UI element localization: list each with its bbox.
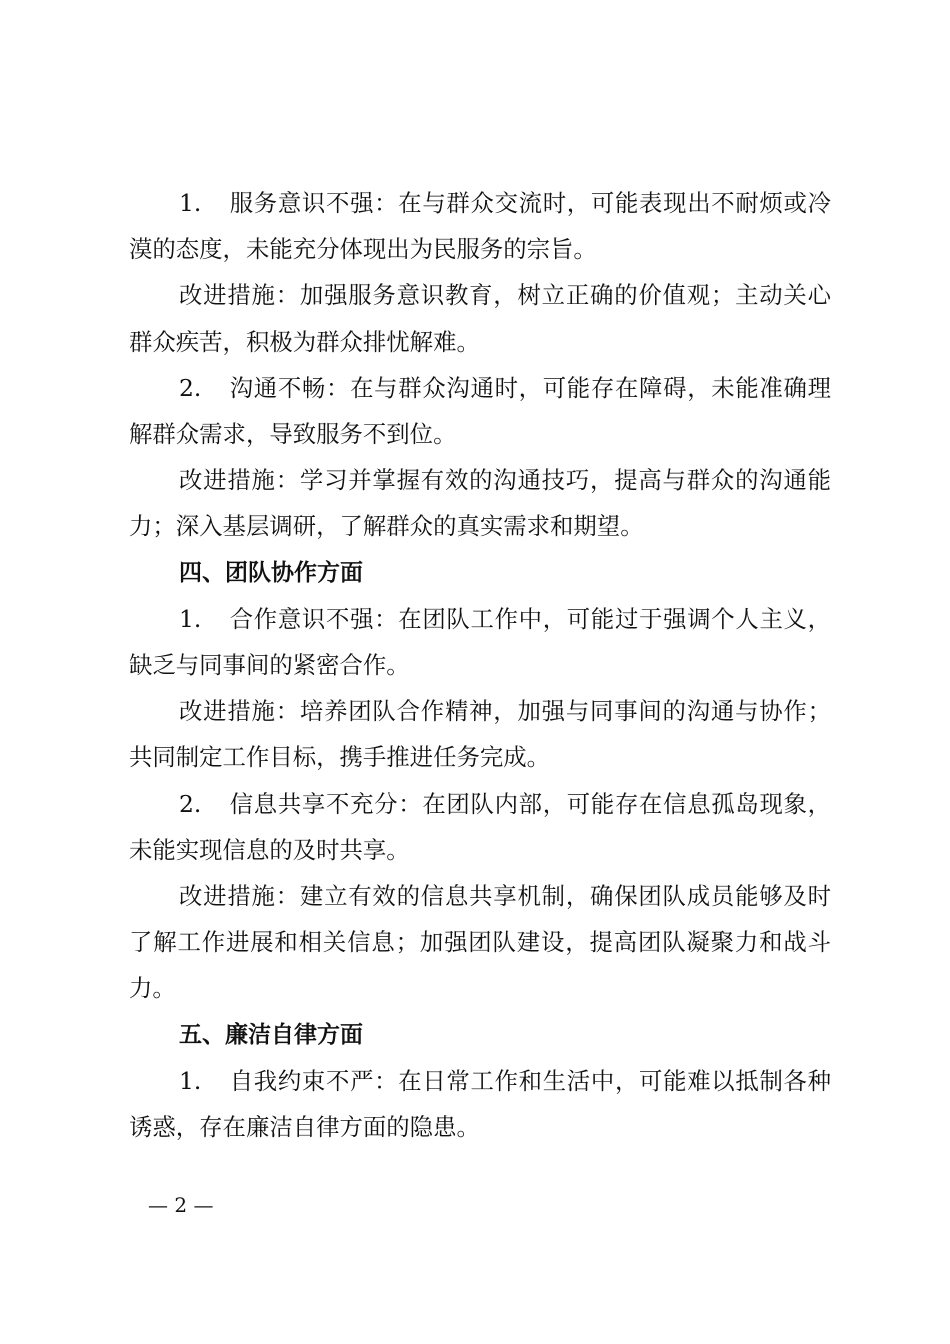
page-number: — 2 — [148, 1193, 214, 1217]
section-heading-teamwork: 四、团队协作方面 [179, 559, 363, 586]
cooperation-item [129, 596, 831, 688]
item-number: 1. [179, 604, 202, 633]
item-number: 1. [179, 189, 202, 217]
item-text: 信息共享不充分：在团队内部，可能存在信息孤岛现象，未能实现信息的及时共享。 [129, 789, 831, 864]
item-number: 1. [179, 1066, 202, 1095]
self-discipline-item [129, 1058, 831, 1150]
document-body [129, 180, 831, 1150]
cooperation-measure: 改进措施：培养团队合作精神，加强与同事间的沟通与协作；共同制定工作目标，携手推进任务完成。 [129, 697, 831, 772]
item-number: 2. [179, 373, 202, 402]
item-text: 沟通不畅：在与群众沟通时，可能存在障碍，未能准确理解群众需求，导致服务不到位。 [129, 373, 831, 449]
item-text: 服务意识不强：在与群众交流时，可能表现出不耐烦或冷漠的态度，未能充分体现出为民服务的宗旨。 [129, 189, 831, 264]
section-heading-integrity: 五、廉洁自律方面 [179, 1021, 363, 1048]
communication-measure: 改进措施：学习并掌握有效的沟通技巧，提高与群众的沟通能力；深入基层调研，了解群众的真实需求和期望。 [129, 466, 831, 541]
item-text: 自我约束不严：在日常工作和生活中，可能难以抵制各种诱惑，存在廉洁自律方面的隐患。 [129, 1066, 831, 1142]
item-text: 合作意识不强：在团队工作中，可能过于强调个人主义，缺乏与同事间的紧密合作。 [129, 604, 831, 680]
item-number: 2. [179, 789, 202, 818]
info-sharing-measure: 改进措施：建立有效的信息共享机制，确保团队成员能够及时了解工作进展和相关信息；加强团队建设，提高团队凝聚力和战斗力。 [129, 882, 831, 1003]
service-awareness-measure: 改进措施：加强服务意识教育，树立正确的价值观；主动关心群众疾苦，积极为群众排忧解难。 [129, 281, 831, 356]
service-awareness-item [129, 180, 831, 272]
communication-item [129, 365, 831, 457]
info-sharing-item [129, 781, 831, 873]
